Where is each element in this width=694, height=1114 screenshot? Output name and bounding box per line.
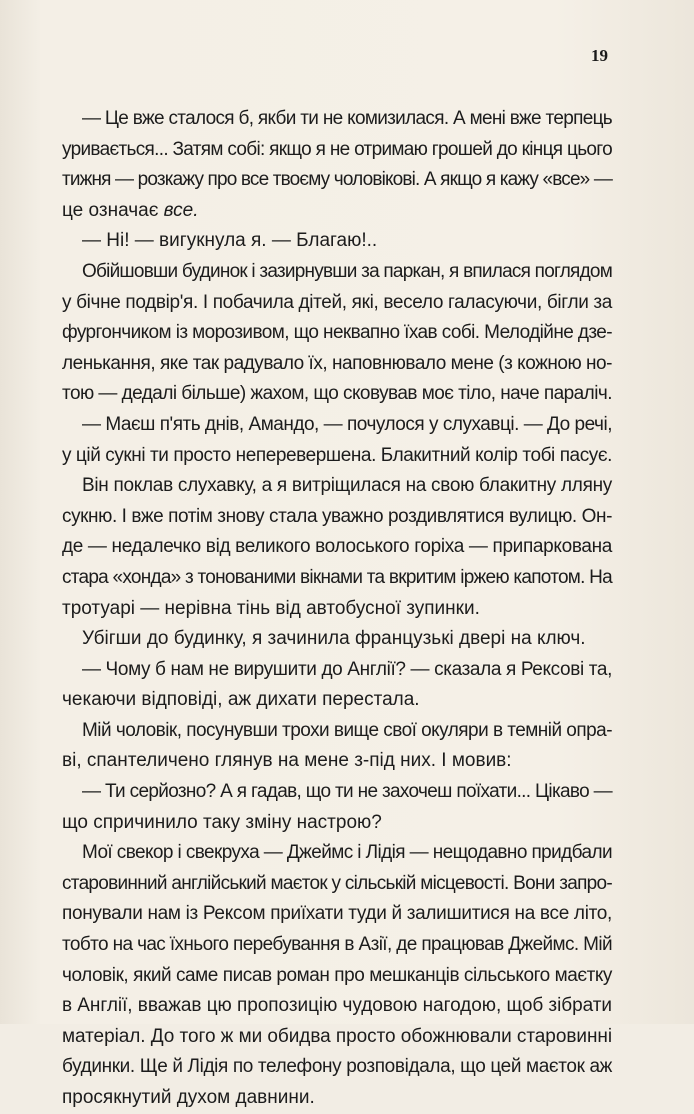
text-line bbox=[62, 685, 612, 716]
body-text bbox=[62, 104, 612, 1114]
page-number: 19 bbox=[591, 46, 608, 65]
text-line-content: в Англії, вважав цю пропозицію чудовою нагодою, щоб зібрати bbox=[62, 995, 612, 1017]
text-line bbox=[62, 226, 612, 257]
text-line bbox=[62, 135, 612, 166]
text-line bbox=[62, 899, 612, 930]
text-line-content: чекаючи відповіді, аж дихати перестала. bbox=[62, 689, 420, 711]
text-line-content: де — недалечко від великого волоського горіха — припаркована bbox=[62, 536, 612, 558]
text-line-content: ві, спантеличено глянув на мене з-під них. І мовив: bbox=[62, 750, 512, 772]
text-line bbox=[62, 1083, 612, 1114]
text-line-content: тижня — розкажу про все твоєму чоловікові. А якщо я кажу «все» — bbox=[62, 169, 612, 191]
text-line bbox=[62, 196, 612, 227]
text-line-content: у бічне подвір'я. І побачила дітей, які, весело галасуючи, бігли за bbox=[62, 291, 612, 313]
text-line bbox=[62, 349, 612, 380]
text-line bbox=[62, 838, 612, 869]
text-line bbox=[62, 318, 612, 349]
text-line bbox=[62, 655, 612, 686]
text-line bbox=[62, 1022, 612, 1053]
text-line bbox=[62, 624, 612, 655]
text-line-content: — Чому б нам не вирушити до Англії? — сказала я Рексові та, bbox=[82, 658, 613, 680]
text-line bbox=[62, 471, 612, 502]
text-line-content: понували нам із Рексом приїхати туди й залишитися на все літо, bbox=[62, 903, 612, 925]
text-line-content: тою — дедалі більше) жахом, що сковував моє тіло, наче параліч. bbox=[62, 383, 612, 405]
text-line bbox=[62, 410, 612, 441]
text-line-content: Обійшовши будинок і зазирнувши за паркан, я впилася поглядом bbox=[82, 260, 612, 282]
text-line bbox=[62, 502, 612, 533]
text-line bbox=[62, 930, 612, 961]
text-line bbox=[62, 777, 612, 808]
text-line-content: Він поклав слухавку, а я витріщилася на свою блакитну лляну bbox=[82, 475, 612, 497]
text-line-content: Убігши до будинку, я зачинила французькі двері на ключ. bbox=[82, 628, 586, 650]
text-line bbox=[62, 563, 612, 594]
text-line-content: фургончиком із морозивом, що неквапно їхав собі. Мелодійне дзе- bbox=[62, 322, 613, 344]
text-line-content: — Маєш п'ять днів, Амандо, — почулося у слухавці. — До речі, bbox=[82, 413, 612, 435]
text-line-content: тобто на час їхнього перебування в Азії, де працював Джеймс. Мій bbox=[62, 934, 612, 956]
text-line-content: старовинний англійський маєток у сільській місцевості. Вони запро- bbox=[62, 872, 612, 894]
text-line bbox=[62, 594, 612, 625]
text-line bbox=[62, 165, 612, 196]
text-line-content: це означає bbox=[62, 199, 164, 221]
text-line-content: Мій чоловік, посунувши трохи вище свої окуляри в темній опра- bbox=[82, 719, 612, 741]
text-line-content: — Це вже сталося б, якби ти не комизилася. А мені вже терпець bbox=[82, 108, 612, 129]
text-line bbox=[62, 808, 612, 839]
text-line-content: матеріал. До того ж ми обидва просто обожнювали старовинні bbox=[62, 1025, 612, 1047]
text-line-content: чоловік, який саме писав роман про мешканців сільського маєтку bbox=[62, 964, 612, 986]
text-line-content: сукню. І вже потім знову стала уважно роздивлятися вулицю. Он- bbox=[62, 505, 612, 527]
text-line-content: Мої свекор і свекруха — Джеймс і Лідія — нещодавно придбали bbox=[82, 842, 612, 864]
text-line bbox=[62, 869, 612, 900]
text-line-content: у цій сукні ти просто неперевершена. Блакитний колір тобі пасує. bbox=[62, 444, 612, 466]
text-line-content: будинки. Ще й Лідія по телефону розповідала, що цей маєток аж bbox=[62, 1056, 612, 1078]
text-line bbox=[62, 1052, 612, 1083]
text-line bbox=[62, 961, 612, 992]
text-line-content: що спричинило таку зміну настрою? bbox=[62, 811, 382, 833]
text-line-content: — Ти серйозно? А я гадав, що ти не захочеш поїхати... Цікаво — bbox=[82, 781, 612, 803]
italic-emphasis: все. bbox=[163, 199, 199, 221]
text-line bbox=[62, 746, 612, 777]
text-line bbox=[62, 532, 612, 563]
text-line bbox=[62, 104, 612, 135]
text-line-content: просякнутий духом давнини. bbox=[62, 1087, 315, 1108]
text-line bbox=[62, 288, 612, 319]
text-line bbox=[62, 379, 612, 410]
text-line bbox=[62, 991, 612, 1022]
text-line bbox=[62, 716, 612, 747]
text-line-content: ленькання, яке так радувало їх, наповнювало мене (з кожною но- bbox=[62, 352, 612, 374]
text-line-content: тротуарі — нерівна тінь від автобусної зупинки. bbox=[62, 597, 480, 619]
text-line-content: — Ні! — вигукнула я. — Благаю!.. bbox=[82, 230, 378, 252]
text-line-content: уривається... Затям собі: якщо я не отримаю грошей до кінця цього bbox=[62, 138, 612, 160]
text-line bbox=[62, 257, 612, 288]
text-line bbox=[62, 441, 612, 472]
text-line-content: стара «хонда» з тонованими вікнами та вкритим іржею капотом. На bbox=[62, 566, 612, 588]
